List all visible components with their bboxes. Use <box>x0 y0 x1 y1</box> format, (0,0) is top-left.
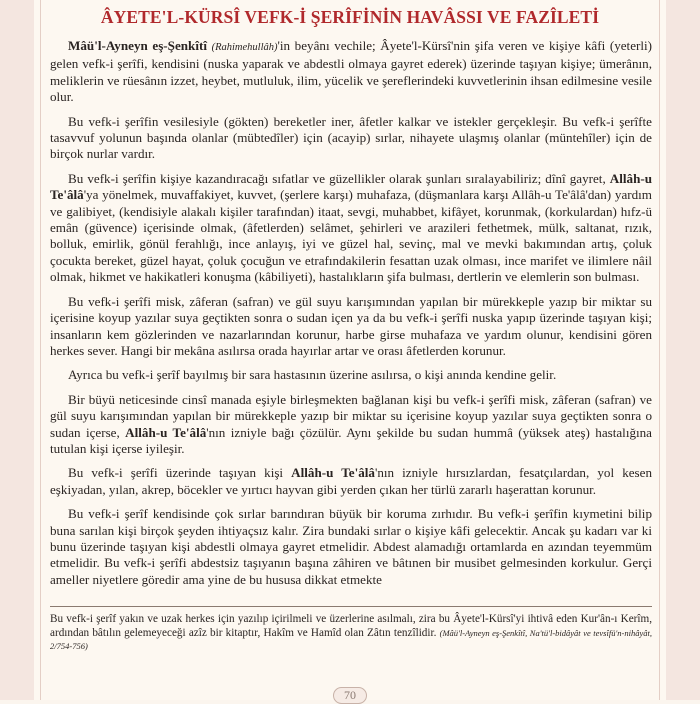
paragraph-6-text-a: Bir büyü neticesinde cinsî manada eşiyle birleşmekten bağlanan kişi bu vefk-i şerîfi misk, zâferan (safran) ve gül suyu karışımından yapılan bir mürekkeple yazıp bir miktar su içerisine koyup yazılar suya geçtikten sonra o sudan içerse, <box>50 391 652 440</box>
footnote-source: (Mâü'l-Ayneyn eş-Şenkîtî, Na'tü'l-bidâyât ve tevsîfü'n-nihâyât, 2/754-756) <box>50 627 652 652</box>
footnote <box>50 606 652 654</box>
paragraph-5: Ayrıca bu vefk-i şerîf bayılmış bir sara hastasının üzerine asılırsa, o kişi anında kendine gelir. <box>68 367 557 383</box>
paragraph-2: Bu vefk-i şerîfin vesilesiyle (gökten) bereketler iner, âfetler kalkar ve istekler gerçekleşir. Bu vefk-i şerîfte tasavvuf yolunun başında olanlar (mübtedîler) için (acayip) sırlar, nihayete ulaşmış olanlar (müntehîler) için de birçok nurlar vardır. <box>50 113 652 162</box>
divine-name: Allâh-u Te'âlâ <box>125 424 207 440</box>
paragraph-7-text-a: Bu vefk-i şerîfi üzerinde taşıyan kişi <box>68 465 292 481</box>
paragraph-8: Bu vefk-i şerîf kendisinde çok sırlar barındıran büyük bir koruma zırhıdır. Bu vefk-i şerîfin kıymetini bilip buna sarılan kişi birçok şeyden ihtiyaçsız kalır. Zira bundaki sırlar o kişiye kâfi gelecektir. Ancak şu kadarı var ki bunu üzerinde taşıyan kişi abdestli olmaya gayret etmelidir. Abdest alamadığı ortamlarda en azından teyemmüm etmelidir. Bu vefk-i şerîfi abdestsiz taşıyanın başına zâhiren ve bâtınen bir musibet gelmesinden korkulur. Gerçi ameller niyetlere göredir ama yine de bu hususa dikkat etmekte <box>50 506 652 587</box>
paragraph-7-text-b: 'nın izniyle hırsızlardan, fesatçılardan, yol kesen eşkiyadan, yılan, akrep, böcekler ve yırtıcı hayvan gibi yerden çıkan her türlü zararlı haşerattan korunur. <box>50 465 653 497</box>
page-number <box>34 687 666 704</box>
divine-name: Allâh-u Te'âlâ <box>50 170 652 203</box>
page-title: ÂYETE'L-KÜRSÎ VEFK-İ ŞERÎFİNİN HAVÂSSI VE FAZÎLETİ <box>100 7 600 27</box>
paragraph-4: Bu vefk-i şerîfi misk, zâferan (safran) ve gül suyu karışımından yapılan bir mürekkeple yazıp bir miktar su içerisine koyup yazılar suya geçtikten sonra o sudan içen ya da bu vefk-i şerîfi nuska yapıp üzerinde taşıyan kişi; insanların kem gözlerinden ve nazarlarından korunur, harbe girse muhafaza ve yardım olunur, kendisini gören herkes sever. Hangi bir mekâna asılırsa orada hayırlar artar ve orası âfetlerden korunur. <box>50 293 652 358</box>
paragraph-7 <box>50 465 652 498</box>
author-honorific: (Rahimehullâh) <box>211 42 278 53</box>
paragraph-6 <box>50 392 652 458</box>
paragraph-3-text-a: Bu vefk-i şerîfin kişiye kazandıracağı sıfatlar ve güzellikler olarak şunları sıralayabiliriz; dînî gayret, <box>68 170 610 186</box>
paragraph-3 <box>50 171 652 286</box>
paragraph-1 <box>50 38 652 106</box>
paragraph-6-text-b: 'nın izniyle bağı çözülür. Aynı şekilde bu sudan hummâ (yüksek ateş) hastalığına tutulan kişi içerse iyileşir. <box>50 424 652 456</box>
document-body <box>34 28 666 588</box>
divine-name: Allâh-u Te'âlâ <box>291 465 375 481</box>
author-name: Mâü'l-Ayneyn eş-Şenkîtî <box>68 38 207 53</box>
footnote-text: Bu vefk-i şerîf yakın ve uzak herkes için yazılıp içirilmeli ve üzerlerine asılmalı, zira bu Âyete'l-Kürsî'yi ihtivâ eden Kur'ân-ı Kerîm, ardından bâtılın gelemeyeceği azîz bir kitaptır, Hakîm ve Hamîd olan Zâtın tenzîlidir. <box>50 613 652 639</box>
paragraph-3-text-b: 'ya yönelmek, muvaffakiyet, kuvvet, (şerlere karşı) muhafaza, (düşmanlara karşı Allâh-u Te'âlâ'dan) yardım ve galibiyet, (kendisiyle alakalı kişiler tarafından) itaat, sevgi, muhabbet, kifâyet, korunmak, (korkulardan) hıfz-ü emân (güvence) içerisinde olmak, (âfetlerden) selâmet, şehirleri ve arazileri fethetmek, mülk, saltanat, rızık, bolluk, emirlik, gönül ferahlığı, ince anlayış, iyi ve güzel hal, sevinç, mal ve mevki bakımından artış, çoluk çocukta bereket, güzel hayat, çoluk çocuğun ve etrafındakilerin fesattan uzak olması, ince marifet ve ilimlere nâil olmak, hikmet ve hakikatleri konuşma (kâbiliyeti), hastalıkların şifa bulması, dertlerin ve elemlerin son bulması. <box>50 187 652 285</box>
page-number-label: 70 <box>333 687 367 704</box>
paragraph-1-text: 'in beyânı vechile; Âyete'l-Kürsî'nin şifa veren ve kişiye kâfi (yeterli) gelen vefk-i şerîfi, kendisini (nuska yaparak ve abdestli olmaya gayret ederek) üzerinde taşıyan kişiye; ümerânın, meliklerin ve rüesânın izzet, heybet, mutluluk, ilim, yücelik ve şereflerindeki kuvvetlerinin ihsan edilmesine vesile olur. <box>50 38 652 105</box>
